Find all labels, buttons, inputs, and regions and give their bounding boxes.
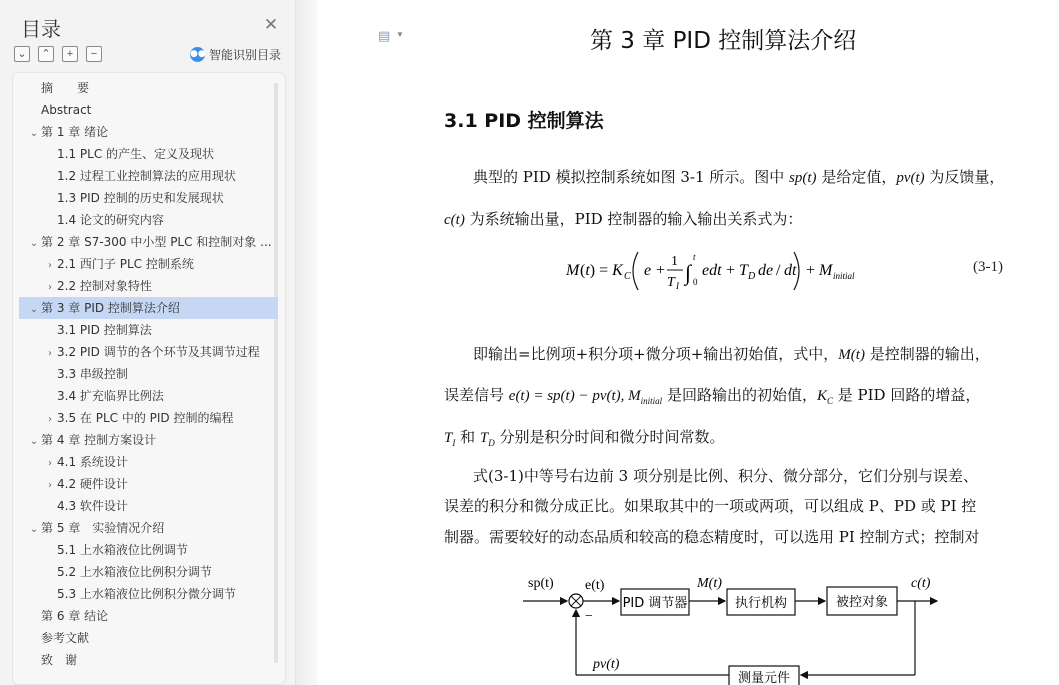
math-t: T	[444, 430, 453, 446]
math-k: K	[816, 388, 827, 404]
actuator-label: 执行机构	[734, 596, 788, 611]
svg-text:D: D	[748, 271, 756, 282]
toc-item-label: 第 6 章 结论	[41, 609, 109, 623]
sensor-label: 测量元件	[737, 671, 791, 685]
toc-item[interactable]	[19, 649, 278, 671]
math-t: T	[479, 430, 489, 446]
chevron-right-icon[interactable]: ›	[48, 348, 52, 359]
smart-toc-button[interactable]	[190, 46, 281, 63]
toc-item[interactable]	[19, 143, 278, 165]
math-sub: C	[826, 396, 833, 406]
toc-item-label: 3.2 PID 调节的各个环节及其调节过程	[57, 345, 260, 359]
svg-text:/: /	[776, 262, 781, 279]
toc-title: 目录	[21, 17, 61, 41]
paragraph-1-line-1	[473, 166, 1004, 187]
math-pv: pv(t)	[896, 170, 925, 186]
toc-item[interactable]	[19, 341, 278, 363]
toc-item-label: 参考文献	[41, 631, 90, 645]
chevron-right-icon[interactable]: ›	[48, 282, 52, 293]
svg-text:I: I	[676, 281, 679, 291]
text: 即输出=比例项+积分项+微分项+输出初始值，式中，	[473, 345, 839, 363]
paragraph-2-line-1	[473, 343, 990, 364]
toc-item[interactable]	[19, 407, 278, 429]
toc-item[interactable]	[19, 627, 278, 649]
equation-number: (3-1)	[973, 259, 1003, 275]
pv-label: pv(t)	[593, 657, 620, 672]
text: 是给定值，	[816, 168, 897, 186]
text: 是 PID 回路的增益，	[832, 386, 981, 404]
text: 是回路输出的初始值，	[662, 386, 817, 404]
svg-text:0: 0	[693, 277, 698, 287]
toc-item-label: 第 4 章 控制方案设计	[41, 433, 157, 447]
chevron-right-icon[interactable]: ›	[48, 260, 52, 271]
toc-list	[12, 72, 286, 685]
smart-toc-label: 智能识别目录	[209, 48, 282, 62]
document-icon[interactable]: ▤	[378, 28, 391, 43]
chevron-right-icon[interactable]: ›	[48, 480, 52, 491]
equation-3-1	[566, 246, 866, 301]
toc-item[interactable]	[19, 473, 278, 495]
toc-item-label: 第 1 章 绪论	[41, 125, 109, 139]
toc-item-label: 第 5 章 实验情况介绍	[41, 521, 165, 535]
math-sub: D	[488, 438, 495, 448]
math-m: M(t)	[838, 347, 865, 363]
toc-item[interactable]	[19, 385, 278, 407]
add-heading-icon[interactable]: +	[62, 46, 78, 62]
svg-text:+: +	[656, 262, 666, 279]
sp-label: sp(t)	[528, 576, 554, 591]
toc-item[interactable]	[19, 539, 278, 561]
math-sp: sp(t)	[789, 170, 817, 186]
chevron-right-icon[interactable]: ›	[48, 458, 52, 469]
text: 典型的 PID 模拟控制系统如图 3-1 所示。图中	[473, 168, 790, 186]
svg-text:de: de	[758, 262, 774, 279]
toc-item[interactable]	[19, 165, 278, 187]
toc-item-label: 第 3 章 PID 控制算法介绍	[41, 301, 180, 315]
svg-text:initial: initial	[833, 271, 855, 281]
expand-all-icon[interactable]: ⌃	[38, 46, 54, 62]
close-icon[interactable]: ✕	[263, 15, 279, 34]
toc-item-label: 摘 要	[41, 81, 90, 95]
toc-item[interactable]	[19, 583, 278, 605]
svg-text:e: e	[644, 262, 652, 279]
svg-text:t: t	[693, 252, 696, 262]
toc-item-label: 5.1 上水箱液位比例调节	[57, 543, 188, 557]
toc-item-label: Abstract	[41, 103, 92, 117]
svg-text:dt: dt	[784, 262, 797, 279]
toc-item[interactable]	[19, 319, 278, 341]
text: 为反馈量，	[924, 168, 1005, 186]
plant-label: 被控对象	[835, 595, 889, 610]
paragraph-3-line-1: 式(3-1)中等号右边前 3 项分别是比例、积分、微分部分，它们分别与误差、	[473, 467, 978, 485]
svg-text:(t) = K: (t) = K	[580, 262, 623, 279]
toc-item-label: 5.2 上水箱液位比例积分调节	[57, 565, 212, 579]
svg-text:T: T	[739, 262, 748, 279]
section-heading: 3.1 PID 控制算法	[444, 110, 604, 132]
paragraph-2-line-3	[444, 426, 725, 448]
svg-text:M: M	[566, 262, 580, 279]
math-c: c(t)	[444, 212, 465, 228]
paragraph-2-line-2	[444, 384, 980, 406]
svg-text:edt: edt	[702, 262, 722, 279]
toc-item-label: 3.3 串级控制	[57, 367, 128, 381]
pane-divider[interactable]	[296, 0, 318, 685]
chapter-heading: 第 3 章 PID 控制算法介绍	[590, 28, 857, 54]
toc-item-label: 1.2 过程工业控制算法的应用现状	[57, 169, 236, 183]
m-label: M(t)	[697, 576, 722, 591]
toc-item[interactable]	[19, 605, 278, 627]
toc-item[interactable]	[19, 209, 278, 231]
pid-block-label: PID 调节器	[622, 596, 688, 611]
toc-item-label: 2.2 控制对象特性	[57, 279, 152, 293]
toc-item[interactable]	[19, 495, 278, 517]
toc-item[interactable]	[19, 517, 278, 539]
toc-item-label: 1.4 论文的研究内容	[57, 213, 164, 227]
toc-item[interactable]	[19, 363, 278, 385]
toc-item[interactable]	[19, 121, 278, 143]
toc-item-label: 第 2 章 S7-300 中小型 PLC 和控制对象 ...	[41, 235, 272, 249]
toc-toolbar	[14, 46, 102, 62]
toc-item[interactable]	[19, 77, 278, 99]
toc-item-label: 4.2 硬件设计	[57, 477, 128, 491]
chevron-down-icon[interactable]: ⌄	[29, 436, 39, 447]
equation-svg	[566, 246, 866, 296]
toc-item-label: 3.4 扩充临界比例法	[57, 389, 164, 403]
document-page	[318, 0, 1059, 685]
toc-item[interactable]	[19, 231, 278, 253]
toc-item-label: 致 谢	[41, 653, 78, 667]
svg-text:T: T	[667, 275, 675, 290]
toc-item-label: 2.1 西门子 PLC 控制系统	[57, 257, 194, 271]
minus-label: −	[585, 609, 593, 624]
text: 和	[455, 428, 480, 446]
toc-item-label: 4.3 软件设计	[57, 499, 128, 513]
toc-item[interactable]	[19, 187, 278, 209]
toc-item-label: 3.1 PID 控制算法	[57, 323, 152, 337]
svg-text:+: +	[806, 262, 816, 279]
toc-item[interactable]	[19, 275, 278, 297]
math-sub: initial	[640, 396, 663, 406]
c-label: c(t)	[911, 576, 931, 591]
paragraph-1-line-2	[444, 208, 802, 229]
toc-item-label: 1.3 PID 控制的历史和发展现状	[57, 191, 224, 205]
chevron-down-icon[interactable]: ⌄	[29, 128, 39, 139]
chevron-down-icon[interactable]: ⌄	[29, 238, 39, 249]
chevron-down-icon[interactable]: ⌄	[29, 524, 39, 535]
paragraph-3-line-2: 误差的积分和微分成正比。如果取其中的一项或两项，可以组成 P、PD 或 PI 控	[444, 497, 977, 515]
ai-assistant-icon: ●●	[190, 47, 205, 62]
svg-text:∫: ∫	[685, 260, 692, 285]
paragraph-3-line-3: 制器。需要较好的动态品质和较高的稳态精度时，可以选用 PI 控制方式；控制对	[444, 528, 980, 546]
svg-text:C: C	[624, 271, 631, 282]
pid-block-diagram	[523, 565, 943, 685]
toc-item[interactable]	[19, 451, 278, 473]
text: 为系统输出量，PID 控制器的输入输出关系式为：	[464, 210, 803, 228]
chevron-down-icon[interactable]: ⌄	[29, 304, 39, 315]
math-error: e(t) = sp(t) − pv(t), M	[508, 388, 641, 404]
remove-heading-icon[interactable]: −	[86, 46, 102, 62]
text: 是控制器的输出，	[864, 345, 990, 363]
toc-item[interactable]	[19, 99, 278, 121]
e-label: e(t)	[585, 578, 605, 593]
toc-item[interactable]	[19, 429, 278, 451]
toc-item-label: 3.5 在 PLC 中的 PID 控制的编程	[57, 411, 234, 425]
svg-text:1: 1	[671, 254, 678, 269]
svg-text:+: +	[726, 262, 736, 279]
collapse-all-icon[interactable]: ⌄	[14, 46, 30, 62]
text: 分别是积分时间和微分时间常数。	[494, 428, 725, 446]
toc-item[interactable]	[19, 561, 278, 583]
text: 误差信号	[444, 386, 509, 404]
toc-item[interactable]	[19, 253, 278, 275]
toc-item-label: 5.3 上水箱液位比例积分微分调节	[57, 587, 236, 601]
toc-item-label: 1.1 PLC 的产生、定义及现状	[57, 147, 215, 161]
math-sub: I	[452, 438, 456, 448]
chevron-down-icon[interactable]: ▼	[396, 30, 404, 39]
svg-text:M: M	[819, 262, 833, 279]
toc-item-label: 4.1 系统设计	[57, 455, 128, 469]
toc-item[interactable]	[19, 297, 278, 319]
toc-sidebar	[0, 0, 296, 685]
chevron-right-icon[interactable]: ›	[48, 414, 52, 425]
